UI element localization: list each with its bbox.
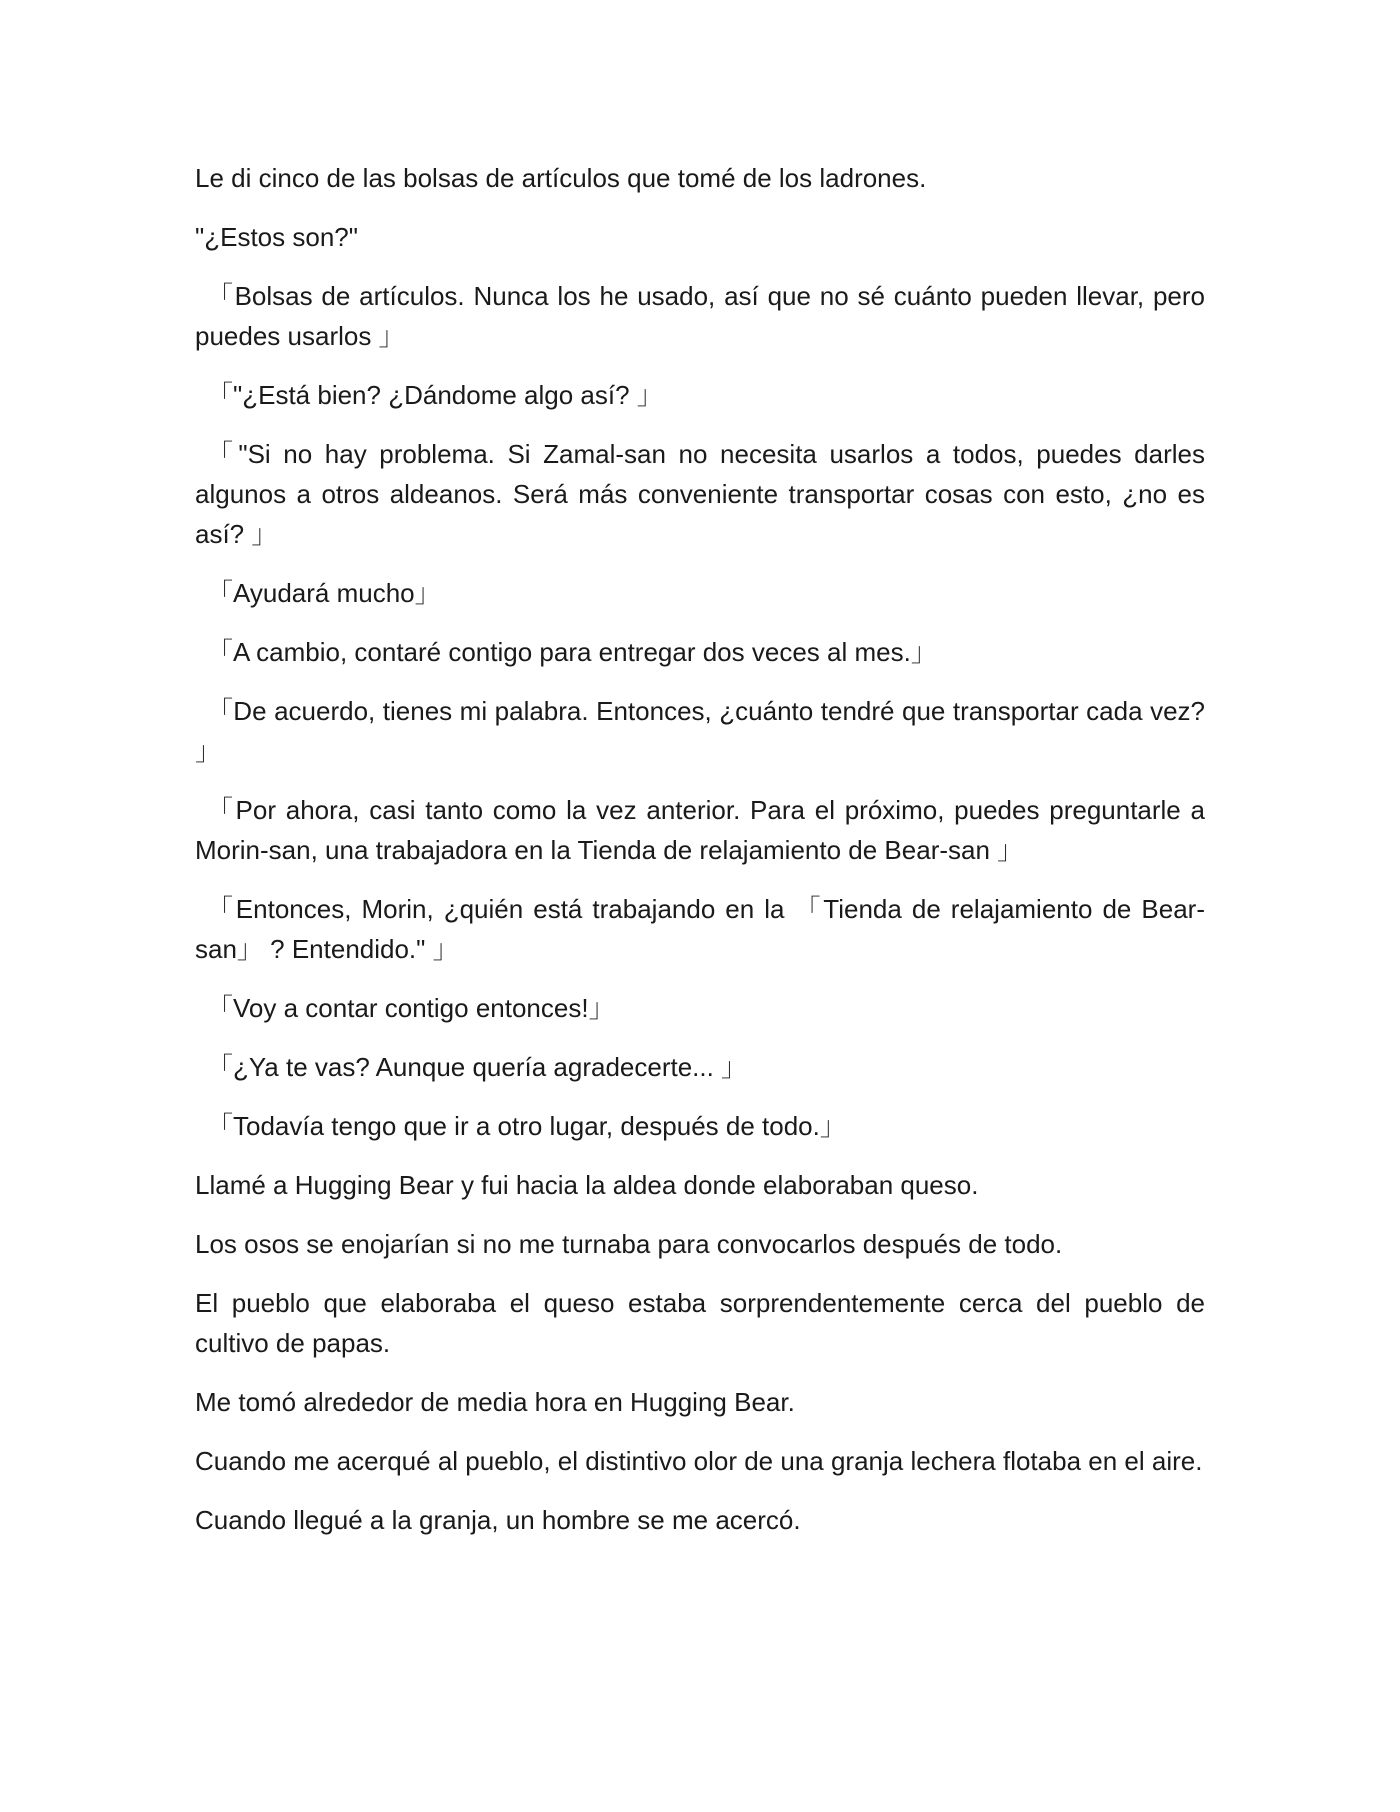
- paragraph-narration: Me tomó alrededor de media hora en Hugging Bear.: [195, 1387, 795, 1417]
- paragraph-narration: Llamé a Hugging Bear y fui hacia la aldea donde elaboraban queso.: [195, 1170, 979, 1200]
- paragraph-dialogue: 「A cambio, contaré contigo para entregar dos veces al mes.」: [207, 637, 937, 667]
- paragraph-narration: Cuando llegué a la granja, un hombre se me acercó.: [195, 1505, 801, 1535]
- paragraph-dialogue: 「De acuerdo, tienes mi palabra. Entonces, ¿cuánto tendré que transportar cada vez? 」: [195, 696, 1205, 766]
- paragraph-narration: El pueblo que elaboraba el queso estaba sorprendentemente cerca del pueblo de cultivo de papas.: [195, 1288, 1205, 1358]
- paragraph-narration: Cuando me acerqué al pueblo, el distintivo olor de una granja lechera flotaba en el aire.: [195, 1446, 1203, 1476]
- paragraph-narration: Le di cinco de las bolsas de artículos que tomé de los ladrones.: [195, 163, 927, 193]
- paragraph-dialogue: 「Todavía tengo que ir a otro lugar, después de todo.」: [207, 1111, 846, 1141]
- paragraph-dialogue: 「Por ahora, casi tanto como la vez anterior. Para el próximo, puedes preguntarle a Morin-san, una trabajadora en la Tienda de relajamiento de Bear-san 」: [195, 795, 1205, 865]
- paragraph-dialogue: 「Voy a contar contigo entonces!」: [207, 993, 615, 1023]
- paragraph-dialogue: 「"Si no hay problema. Si Zamal-san no necesita usarlos a todos, puedes darles algunos a otros aldeanos. Será más conveniente transportar cosas con esto, ¿no es así? 」: [195, 439, 1205, 549]
- paragraph-dialogue: "¿Estos son?": [195, 222, 358, 252]
- paragraph-dialogue: 「¿Ya te vas? Aunque quería agradecerte... 」: [207, 1052, 748, 1082]
- paragraph-dialogue: 「Bolsas de artículos. Nunca los he usado, así que no sé cuánto pueden llevar, pero puedes usarlos 」: [195, 281, 1205, 351]
- document-page: [195, 158, 1205, 1559]
- paragraph-dialogue: 「Ayudará mucho」: [207, 578, 441, 608]
- paragraph-narration: Los osos se enojarían si no me turnaba para convocarlos después de todo.: [195, 1229, 1063, 1259]
- paragraph-dialogue: 「Entonces, Morin, ¿quién está trabajando en la 「Tienda de relajamiento de Bear-san」 ? Entendido." 」: [195, 894, 1205, 964]
- paragraph-dialogue: 「"¿Está bien? ¿Dándome algo así? 」: [207, 380, 663, 410]
